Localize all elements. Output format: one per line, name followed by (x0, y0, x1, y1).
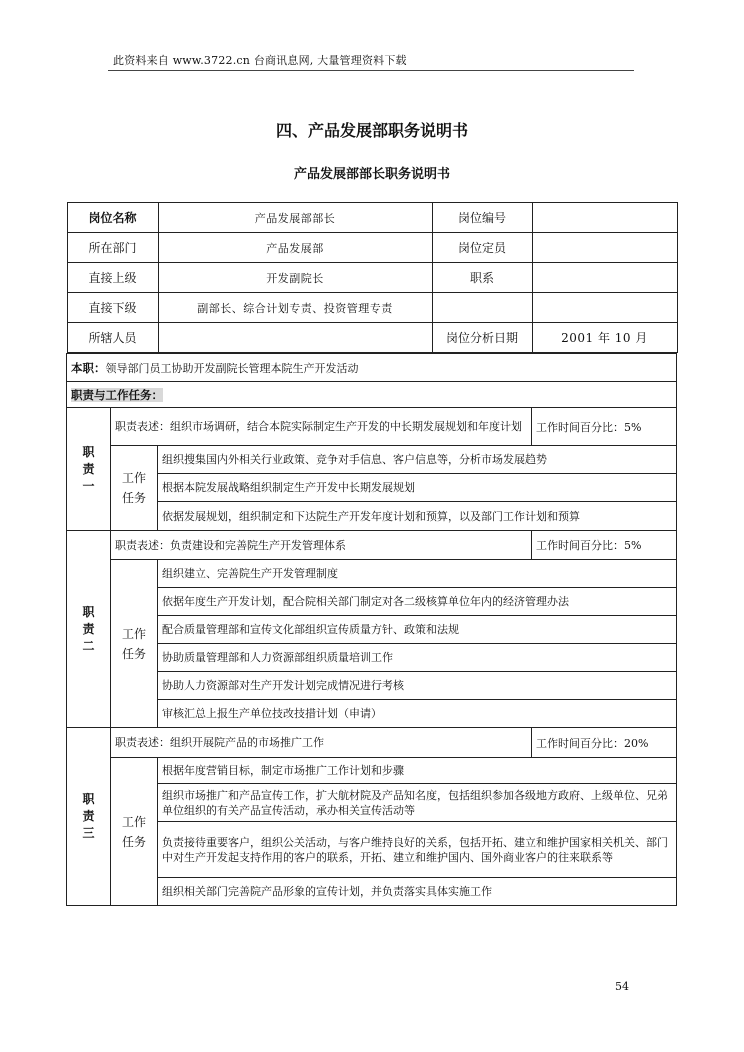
main-duty-row (67, 354, 677, 382)
staff-value (158, 323, 432, 353)
position-no-label: 岗位编号 (432, 203, 532, 233)
duty-1-description: 职责表述：组织市场调研，结合本院实际制定生产开发的中长期发展规划和年度计划 (111, 408, 532, 446)
quota-label: 岗位定员 (432, 233, 532, 263)
duty-3-task: 根据年度营销目标，制定市场推广工作计划和步骤 (158, 758, 677, 784)
duty-1-percent: 工作时间百分比：5% (532, 408, 677, 446)
subordinate-label: 直接下级 (67, 293, 158, 323)
duty-3-percent: 工作时间百分比：20% (532, 728, 677, 758)
header-rule (108, 70, 634, 71)
analysis-date-value: 2001 年 10 月 (532, 323, 677, 353)
job-description-table (66, 202, 677, 906)
duties-header-row (67, 382, 677, 408)
duty-3-description: 职责表述：组织开展院产品的市场推广工作 (111, 728, 532, 758)
subordinate-value: 副部长、综合计划专责、投资管理专责 (158, 293, 432, 323)
main-duty-text: 领导部门员工协助开发副院长管理本院生产开发活动 (105, 361, 359, 375)
position-no-value (532, 203, 677, 233)
position-name-label: 岗位名称 (67, 203, 158, 233)
page-number: 54 (615, 980, 629, 993)
duty-2-task: 协助质量管理部和人力资源部组织质量培训工作 (158, 644, 677, 672)
duty-3-label: 职 责 三 (67, 728, 111, 906)
duty-2-description: 职责表述：负责建设和完善院生产开发管理体系 (111, 531, 532, 560)
duties-header: 职责与工作任务： (71, 387, 163, 402)
duty-2-work-label: 工作 任务 (111, 560, 158, 728)
main-duty-label: 本职： (71, 360, 106, 375)
duty-1-task: 组织搜集国内外相关行业政策、竞争对手信息、客户信息等，分析市场发展趋势 (158, 446, 677, 474)
dept-label: 所在部门 (67, 233, 158, 263)
superior-label: 直接上级 (67, 263, 158, 293)
duty-2-label: 职 责 二 (67, 531, 111, 728)
duty-3-work-label: 工作 任务 (111, 758, 158, 906)
document-subtitle: 产品发展部部长职务说明书 (293, 167, 450, 182)
staff-label: 所辖人员 (67, 323, 158, 353)
source-header: 此资料来自 www.3722.cn 台商讯息网, 大量管理资料下载 (113, 54, 407, 67)
position-name-value: 产品发展部部长 (158, 203, 432, 233)
grade-label: 职系 (432, 263, 532, 293)
quota-value (532, 233, 677, 263)
duty-3-task: 组织市场推广和产品宣传工作，扩大航材院及产品知名度，包括组织参加各级地方政府、上级单位、兄弟单位组织的有关产品宣传活动，承办相关宣传活动等 (158, 784, 677, 822)
duty-3-task: 组织相关部门完善院产品形象的宣传计划，并负责落实具体实施工作 (158, 878, 677, 906)
duty-2-task: 组织建立、完善院生产开发管理制度 (158, 560, 677, 588)
duty-1-work-label: 工作 任务 (111, 446, 158, 531)
duty-2-task: 协助人力资源部对生产开发计划完成情况进行考核 (158, 672, 677, 700)
duty-1-label: 职 责 一 (67, 408, 111, 531)
duty-1-task: 依据发展规划，组织制定和下达院生产开发年度计划和预算，以及部门工作计划和预算 (158, 502, 677, 531)
dept-value: 产品发展部 (158, 233, 432, 263)
duty-2-task: 审核汇总上报生产单位技改技措计划（申请） (158, 700, 677, 728)
duty-2-task: 依据年度生产开发计划，配合院相关部门制定对各二级核算单位年内的经济管理办法 (158, 588, 677, 616)
duty-2-percent: 工作时间百分比：5% (532, 531, 677, 560)
duty-2-task: 配合质量管理部和宣传文化部组织宣传质量方针、政策和法规 (158, 616, 677, 644)
grade-value (532, 263, 677, 293)
duty-1-task: 根据本院发展战略组织制定生产开发中长期发展规划 (158, 474, 677, 502)
analysis-date-label: 岗位分析日期 (432, 323, 532, 353)
duty-3-task: 负责接待重要客户，组织公关活动，与客户维持良好的关系，包括开拓、建立和维护国家相关机关、部门中对生产开发起支持作用的客户的联系，开拓、建立和维护国内、国外商业客户的往来联系等 (158, 822, 677, 878)
superior-value: 开发副院长 (158, 263, 432, 293)
empty-cell (532, 293, 677, 323)
document-title: 四、产品发展部职务说明书 (275, 121, 468, 140)
empty-cell (432, 293, 532, 323)
info-table (67, 202, 678, 353)
